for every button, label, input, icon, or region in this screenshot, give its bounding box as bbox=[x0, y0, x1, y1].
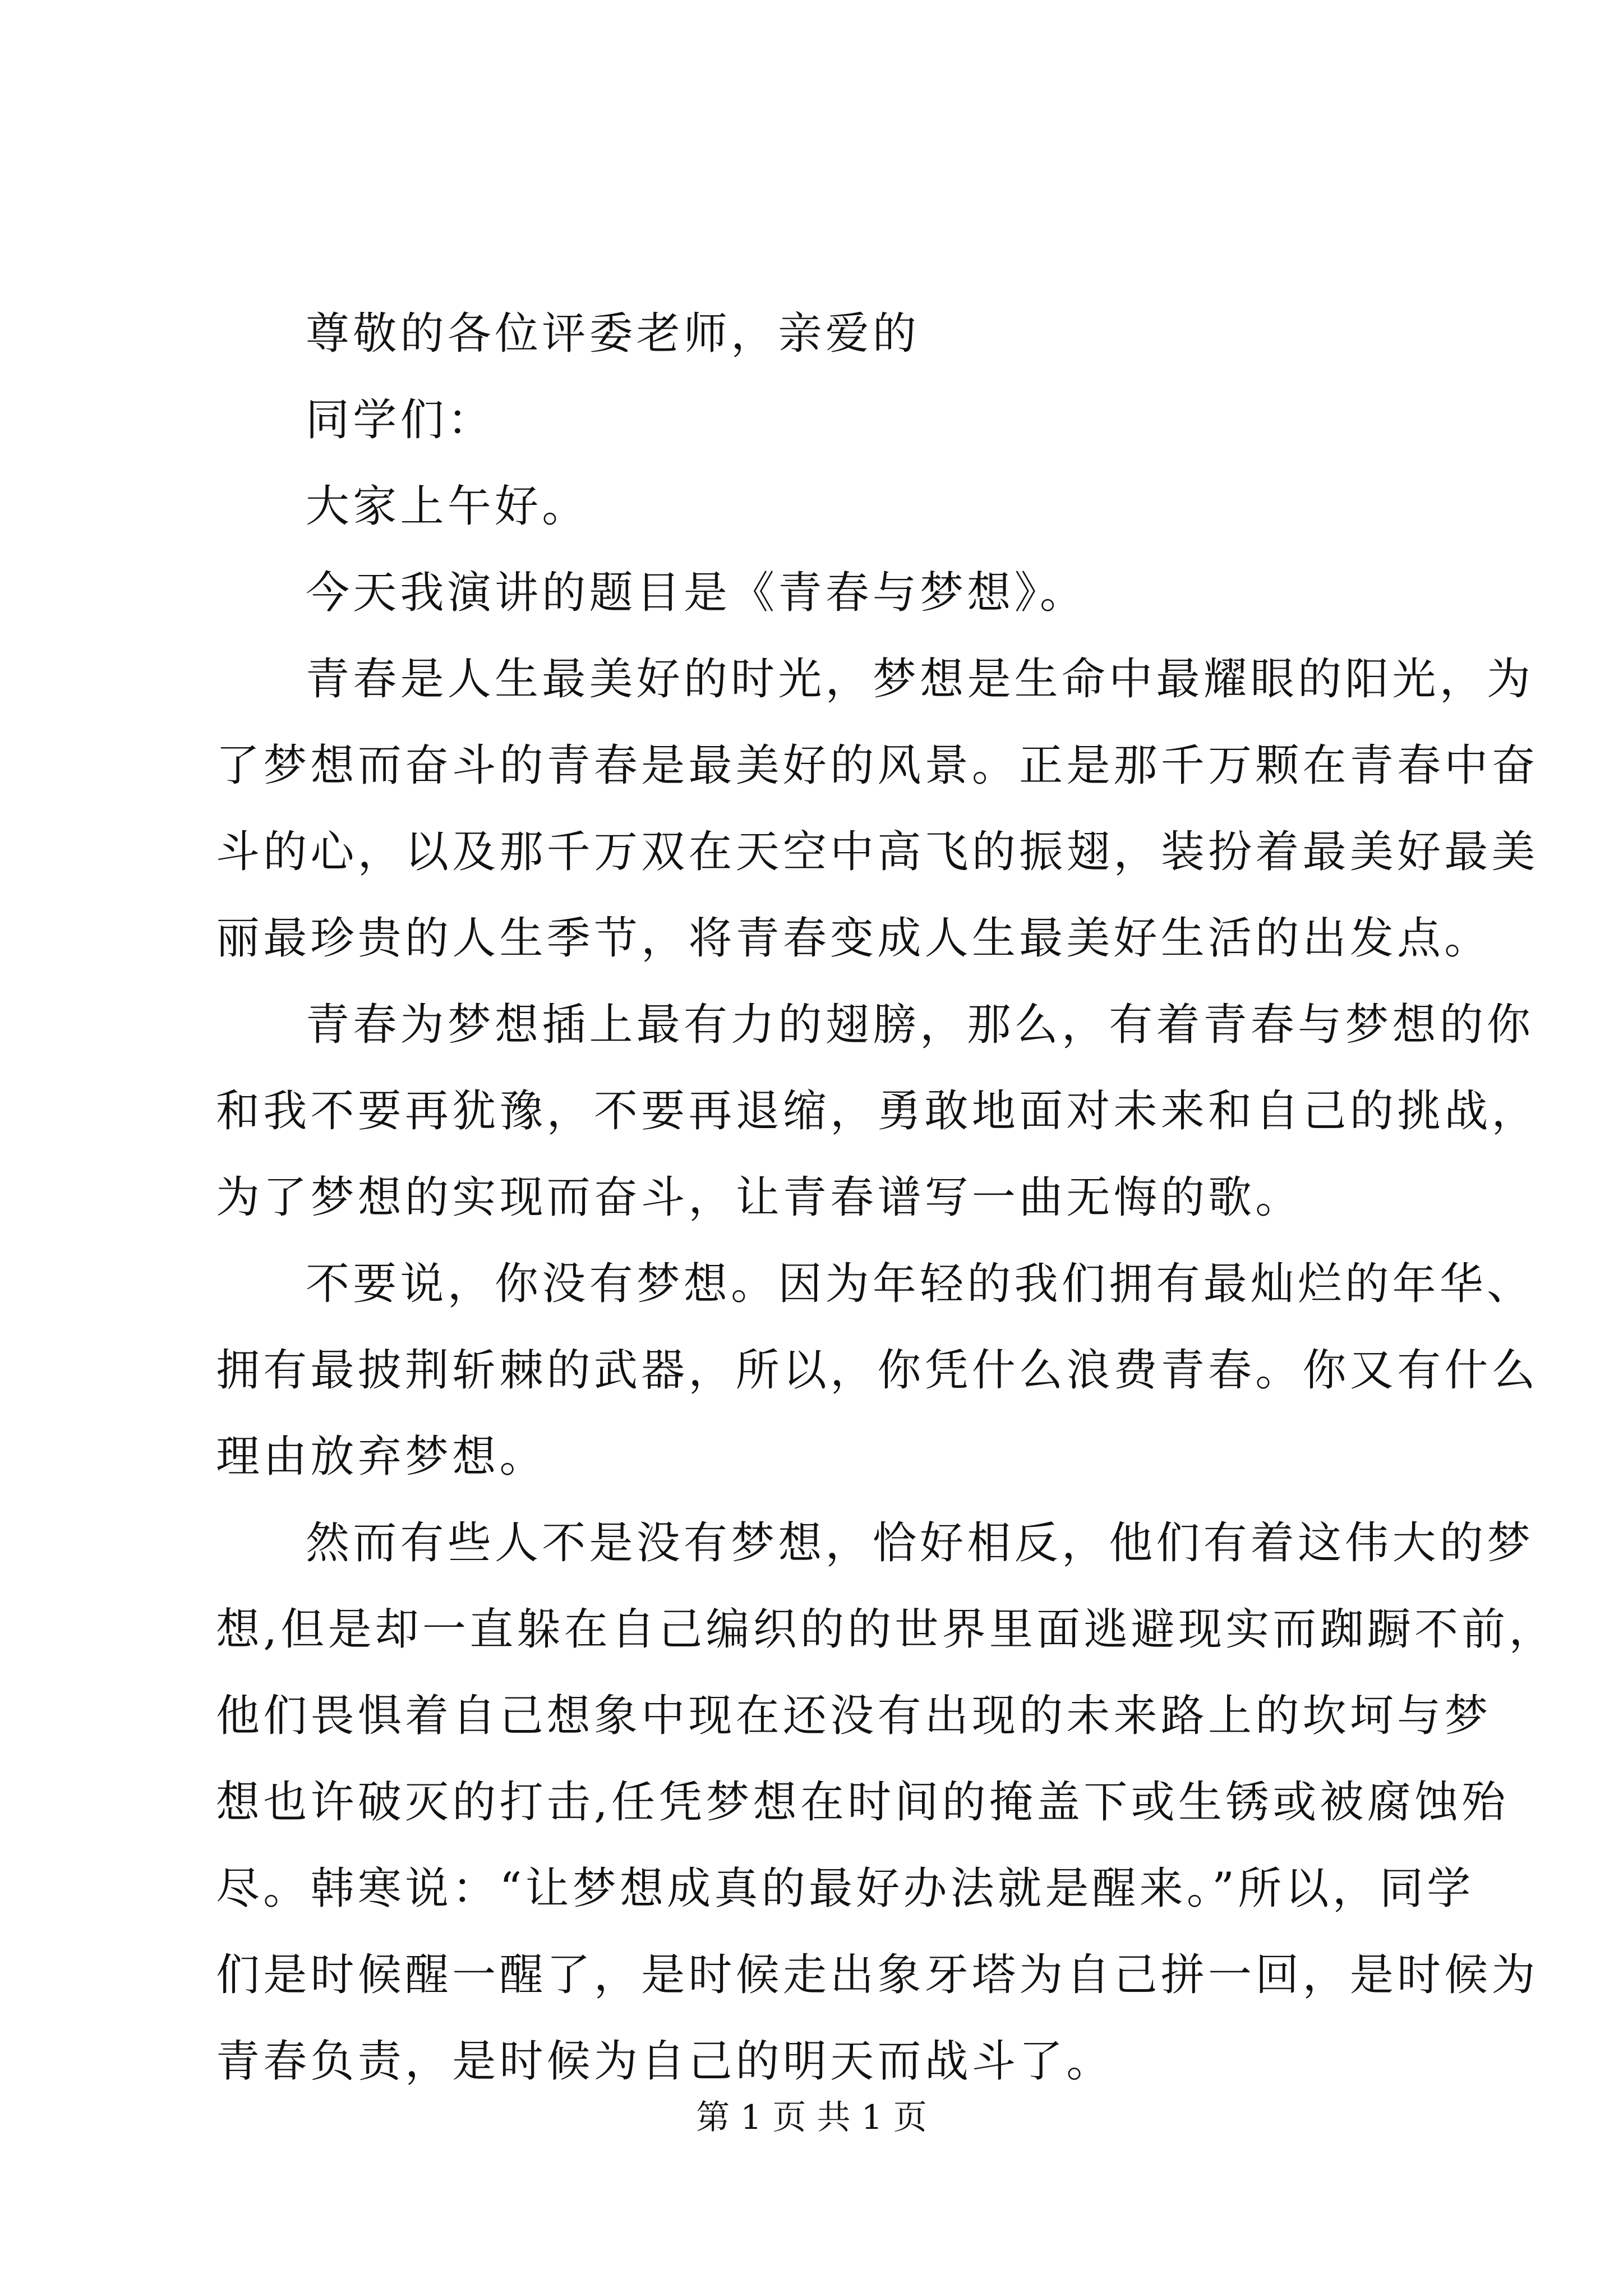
paragraph-1-line-1: 青春是人生最美好的时光，梦想是生命中最耀眼的阳光，为 bbox=[306, 654, 1534, 705]
paragraph-3-line-1: 不要说，你没有梦想。因为年轻的我们拥有最灿烂的年华、 bbox=[306, 1259, 1534, 1309]
page-number-footer: 第 1 页 共 1 页 bbox=[696, 2098, 927, 2137]
paragraph-4-line-1: 然而有些人不是没有梦想，恰好相反，他们有着这伟大的梦 bbox=[306, 1518, 1534, 1568]
paragraph-4-line-6: 们是时候醒一醒了，是时候走出象牙塔为自己拼一回，是时候为 bbox=[216, 1950, 1539, 2000]
paragraph-4-line-3: 他们畏惧着自己想象中现在还没有出现的未来路上的坎坷与梦 bbox=[216, 1691, 1492, 1741]
paragraph-1-line-3: 斗的心，以及那千万双在天空中高飞的振翅，装扮着最美好最美 bbox=[216, 827, 1539, 877]
paragraph-3-line-3: 理由放弃梦想。 bbox=[216, 1432, 547, 1482]
paragraph-2-line-3: 为了梦想的实现而奋斗，让青春谱写一曲无悔的歌。 bbox=[216, 1172, 1303, 1223]
paragraph-1-line-2: 了梦想而奋斗的青春是最美好的风景。正是那千万颗在青春中奋 bbox=[216, 740, 1539, 791]
paragraph-4-line-2: 想,但是却一直躲在自己编织的的世界里面逃避现实而踟蹰不前， bbox=[216, 1604, 1556, 1655]
paragraph-2-line-2: 和我不要再犹豫，不要再退缩，勇敢地面对未来和自己的挑战， bbox=[216, 1086, 1539, 1137]
paragraph-4-line-7: 青春负责，是时候为自己的明天而战斗了。 bbox=[216, 2036, 1114, 2087]
document-body bbox=[216, 291, 1556, 2105]
salutation-continuation: 同学们： bbox=[306, 395, 495, 445]
paragraph-2-line-1: 青春为梦想插上最有力的翅膀，那么，有着青春与梦想的你 bbox=[306, 1000, 1534, 1050]
paragraph-3-line-2: 拥有最披荆斩棘的武器，所以，你凭什么浪费青春。你又有什么 bbox=[216, 1345, 1539, 1396]
paragraph-4-line-5: 尽。韩寒说：“让梦想成真的最好办法就是醒来。”所以，同学 bbox=[216, 1864, 1474, 1914]
greeting-line: 大家上午好。 bbox=[306, 481, 589, 532]
paragraph-4-line-4: 想也许破灭的打击,任凭梦想在时间的掩盖下或生锈或被腐蚀殆 bbox=[216, 1777, 1509, 1828]
topic-line: 今天我演讲的题目是《青春与梦想》。 bbox=[306, 568, 1087, 618]
paragraph-1-line-4: 丽最珍贵的人生季节，将青春变成人生最美好生活的出发点。 bbox=[216, 913, 1492, 964]
salutation-line: 尊敬的各位评委老师，亲爱的 bbox=[306, 309, 920, 359]
